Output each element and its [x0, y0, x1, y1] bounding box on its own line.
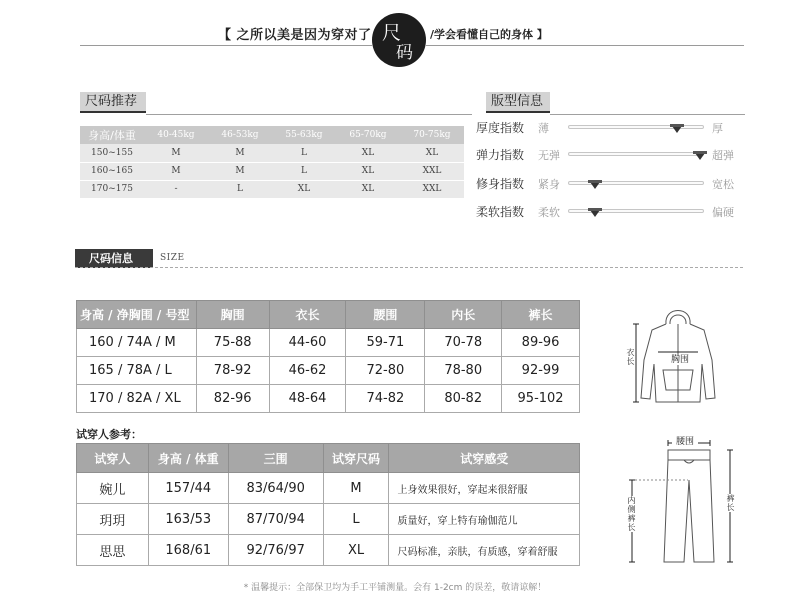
table-cell: 思思	[77, 535, 149, 566]
size-recommend-tab	[80, 92, 146, 113]
fit-marker	[590, 182, 600, 189]
table-cell: M	[144, 162, 208, 180]
header-cell: 试穿感受	[389, 444, 580, 473]
pants-waist-label: 腰围	[672, 438, 698, 447]
table-row	[77, 329, 580, 357]
table-cell: 170~175	[80, 180, 144, 198]
table-cell: 70-78	[425, 329, 502, 357]
table-cell: 170 / 82A / XL	[77, 385, 197, 413]
table-cell: 150~155	[80, 144, 144, 162]
rec-header-cell: 55-63kg	[272, 126, 336, 144]
table-cell: 尺码标准，亲肤，有质感，穿着舒服	[389, 535, 580, 566]
table-row	[77, 357, 580, 385]
header-cell: 裤长	[502, 301, 580, 329]
table-row	[77, 504, 580, 535]
try-on-title: 试穿人参考：	[76, 428, 142, 441]
size-info-title: 尺码信息	[89, 252, 133, 265]
header-cell: 身高 / 体重	[148, 444, 228, 473]
fit-left-label: 紧身	[538, 178, 560, 191]
table-cell: 160 / 74A / M	[77, 329, 197, 357]
table-cell: 157/44	[148, 473, 228, 504]
footnote: * 温馨提示：全部保卫均为手工平铺测量。会有 1-2cm 的误差，敬请谅解！	[243, 583, 547, 593]
fit-left-label: 无弹	[538, 149, 560, 162]
fit-right-label: 超弹	[712, 149, 734, 162]
table-cell: XXL	[400, 162, 464, 180]
table-row	[80, 162, 464, 180]
try-on-table	[76, 443, 580, 566]
rec-header-cell: 46-53kg	[208, 126, 272, 144]
table-cell: M	[323, 473, 389, 504]
table-row	[77, 535, 580, 566]
table-cell: M	[144, 144, 208, 162]
table-cell: XL	[323, 535, 389, 566]
fit-row-softness	[476, 203, 746, 219]
fit-left-label: 薄	[538, 122, 549, 135]
fit-row-elasticity	[476, 146, 746, 162]
header-right-text: /学会看懂自己的身体 】	[430, 28, 548, 41]
fit-info-tab	[486, 92, 550, 113]
try-table-header-row	[77, 444, 580, 473]
header-left-text: 【 之所以美是因为穿对了	[218, 28, 372, 43]
table-cell: L	[208, 180, 272, 198]
rec-header-cell: 70-75kg	[400, 126, 464, 144]
jacket-chest-label: 胸围	[668, 356, 692, 365]
size-recommend-title: 尺码推荐	[85, 94, 138, 109]
header-cell: 腰围	[346, 301, 425, 329]
pants-inseam-label: 内侧裤长	[627, 496, 636, 532]
table-cell: 上身效果很好，穿起来很舒服	[389, 473, 580, 504]
header-cell: 三围	[228, 444, 323, 473]
table-cell: 92/76/97	[228, 535, 323, 566]
fit-row-thickness	[476, 119, 746, 135]
table-cell: XL	[336, 162, 400, 180]
size-table-header-row	[77, 301, 580, 329]
size-measurement-table	[76, 300, 580, 413]
table-cell: 59-71	[346, 329, 425, 357]
table-cell: 48-64	[269, 385, 346, 413]
header-cell: 内长	[425, 301, 502, 329]
fit-label: 厚度指数	[476, 121, 525, 135]
table-cell: M	[208, 144, 272, 162]
fit-marker	[672, 126, 682, 133]
table-cell: XL	[336, 144, 400, 162]
header-rule-right	[426, 45, 744, 46]
header-cell: 试穿人	[77, 444, 149, 473]
table-row	[80, 144, 464, 162]
size-recommend-table	[80, 126, 464, 199]
header-cell: 胸围	[196, 301, 269, 329]
table-cell: 92-99	[502, 357, 580, 385]
size-info-subtitle: SIZE	[160, 253, 185, 263]
table-cell: L	[323, 504, 389, 535]
table-cell: 163/53	[148, 504, 228, 535]
header-cell: 身高 / 净胸围 / 号型	[77, 301, 197, 329]
table-cell: -	[144, 180, 208, 198]
table-cell: XXL	[400, 180, 464, 198]
table-cell: 83/64/90	[228, 473, 323, 504]
header-cell: 试穿尺码	[323, 444, 389, 473]
table-cell: 165 / 78A / L	[77, 357, 197, 385]
fit-row-slim	[476, 175, 746, 191]
table-cell: 婉儿	[77, 473, 149, 504]
table-cell: 质量好，穿上特有瑜伽范儿	[389, 504, 580, 535]
fit-left-label: 柔软	[538, 206, 560, 219]
fit-label: 修身指数	[476, 177, 525, 191]
table-cell: 87/70/94	[228, 504, 323, 535]
table-cell: 95-102	[502, 385, 580, 413]
seal-char-2: 码	[396, 43, 413, 63]
fit-marker	[695, 153, 705, 160]
table-cell: 160~165	[80, 162, 144, 180]
rec-header-cell: 40-45kg	[144, 126, 208, 144]
header-rule-left	[80, 45, 372, 46]
table-row	[77, 473, 580, 504]
jacket-length-label: 衣长	[626, 348, 635, 366]
table-cell: XL	[336, 180, 400, 198]
table-row	[80, 180, 464, 198]
size-recommend-rule	[146, 114, 472, 115]
size-info-divider	[75, 267, 743, 268]
fit-marker	[590, 210, 600, 217]
size-seal-logo	[372, 13, 426, 67]
header-cell: 衣长	[269, 301, 346, 329]
fit-right-label: 偏硬	[712, 206, 734, 219]
table-cell: 74-82	[346, 385, 425, 413]
table-cell: 78-92	[196, 357, 269, 385]
table-cell: 80-82	[425, 385, 502, 413]
table-cell: 72-80	[346, 357, 425, 385]
table-cell: 46-62	[269, 357, 346, 385]
fit-right-label: 宽松	[712, 178, 734, 191]
table-row	[77, 385, 580, 413]
rec-header-cell: 65-70kg	[336, 126, 400, 144]
table-cell: XL	[400, 144, 464, 162]
fit-label: 弹力指数	[476, 148, 525, 162]
fit-right-label: 厚	[712, 122, 723, 135]
fit-info-rule	[550, 114, 745, 115]
fit-label: 柔软指数	[476, 205, 525, 219]
pants-length-label: 裤长	[726, 494, 735, 512]
table-cell: M	[208, 162, 272, 180]
table-cell: XL	[272, 180, 336, 198]
table-cell: 89-96	[502, 329, 580, 357]
rec-header-cell: 身高/体重	[80, 126, 144, 144]
table-cell: 44-60	[269, 329, 346, 357]
table-cell: L	[272, 144, 336, 162]
size-info-bar	[75, 249, 153, 268]
fit-track	[568, 152, 704, 156]
seal-char-1: 尺	[382, 22, 402, 44]
table-cell: 玥玥	[77, 504, 149, 535]
table-cell: 82-96	[196, 385, 269, 413]
size-recommend-header-row	[80, 126, 464, 144]
table-cell: L	[272, 162, 336, 180]
table-cell: 75-88	[196, 329, 269, 357]
fit-info-title: 版型信息	[491, 94, 544, 109]
table-cell: 78-80	[425, 357, 502, 385]
jacket-illustration	[618, 300, 738, 408]
table-cell: 168/61	[148, 535, 228, 566]
